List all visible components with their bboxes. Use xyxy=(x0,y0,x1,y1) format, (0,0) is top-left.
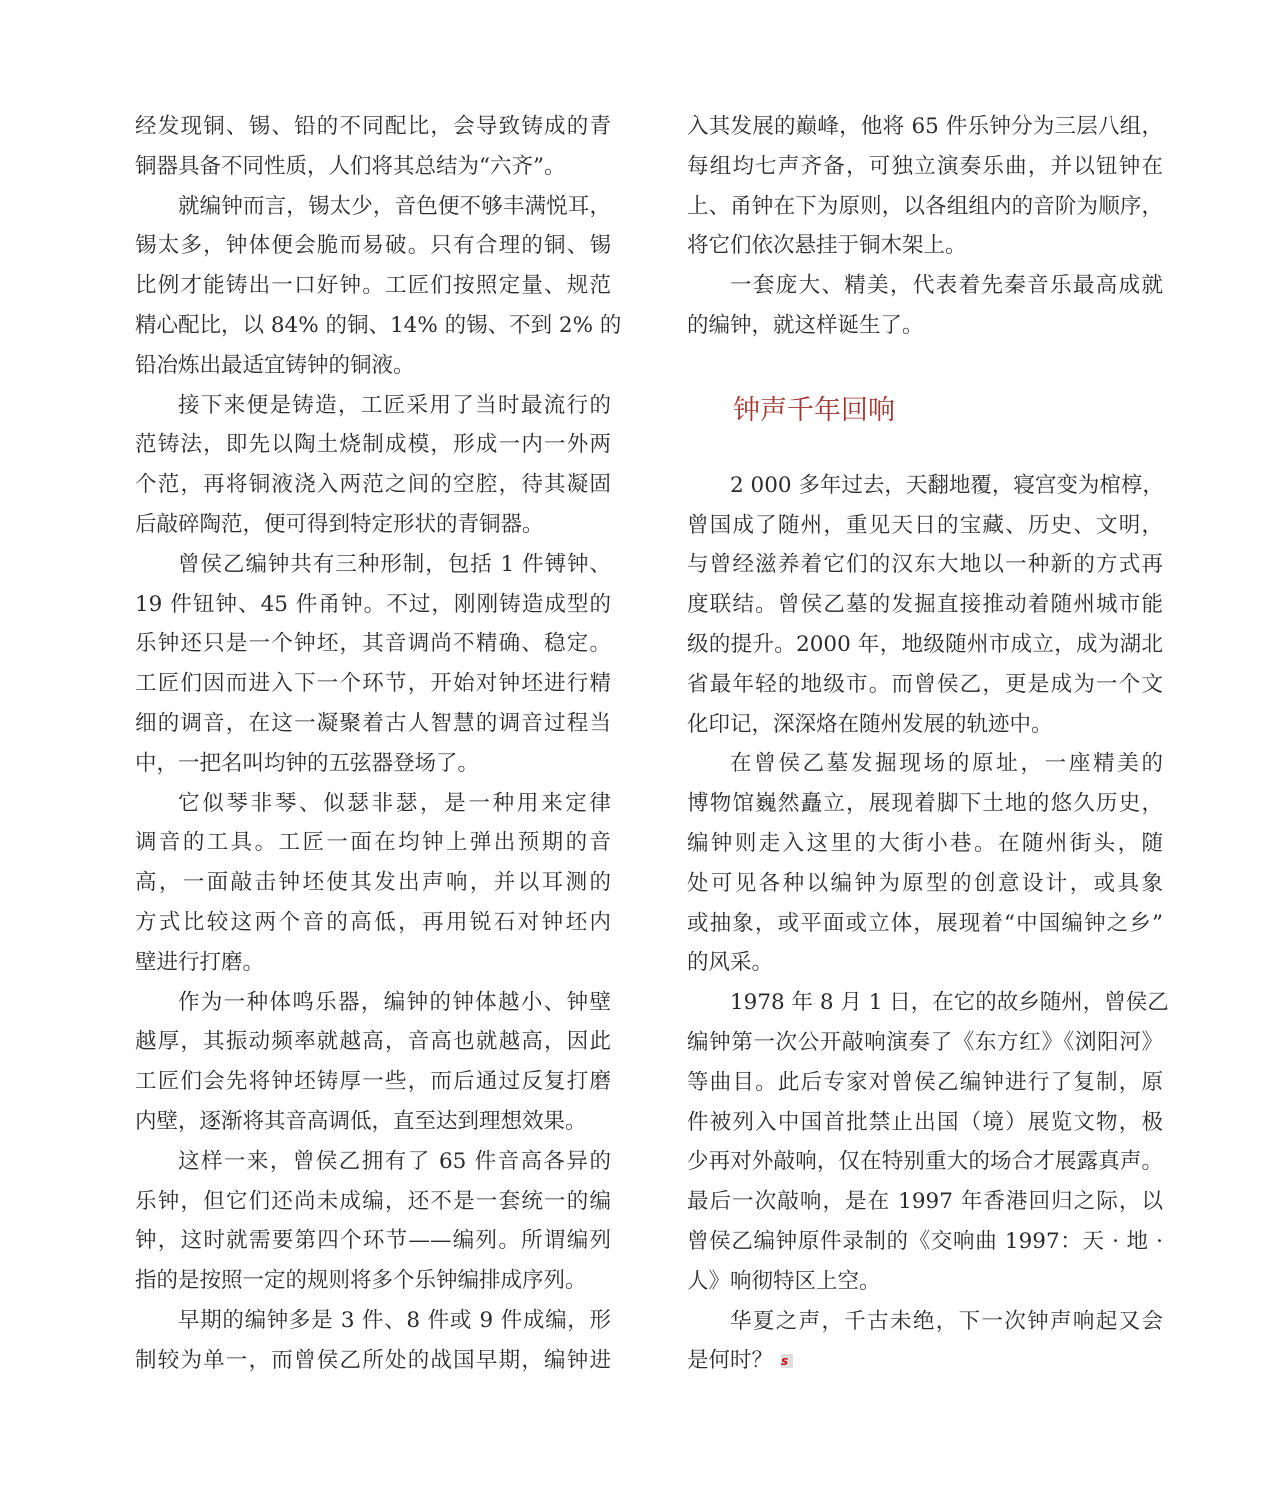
text-line: 早期的编钟多是 3 件、8 件或 9 件成编，形 xyxy=(178,1307,611,1333)
text-line: 接下来便是铸造，工匠采用了当时最流行的 xyxy=(178,392,611,418)
text-line: 工匠们会先将钟坯铸厚一些，而后通过反复打磨 xyxy=(135,1069,611,1095)
text-line-content: 是何时？ xyxy=(687,1348,774,1374)
text-line: 高，一面敲击钟坯使其发出声响，并以耳测的 xyxy=(135,870,611,896)
text-line: 的编钟，就这样诞生了。 xyxy=(687,312,924,338)
paragraph xyxy=(687,107,1163,266)
text-line: 等曲目。此后专家对曾侯乙编钟进行了复制，原 xyxy=(687,1069,1163,1095)
text-line: 或抽象，或平面或立体，展现着“中国编钟之乡” xyxy=(687,910,1163,936)
text-line: 与曾经滋养着它们的汉东大地以一种新的方式再 xyxy=(687,552,1163,578)
text-line: 方式比较这两个音的高低，再用锐石对钟坯内 xyxy=(135,909,611,935)
left-column xyxy=(135,107,622,1381)
text-line: 度联结。曾侯乙墓的发掘直接推动着随州城市能 xyxy=(687,592,1163,618)
text-line: 2 000 多年过去，天翻地覆，寝宫变为棺椁， xyxy=(730,472,1164,498)
text-line: 指的是按照一定的规则将多个乐钟编排成序列。 xyxy=(135,1268,587,1294)
paragraph xyxy=(135,107,611,187)
text-line: 就编钟而言，锡太少，音色便不够丰满悦耳， xyxy=(178,193,611,219)
text-line: 铅冶炼出最适宜铸钟的铜液。 xyxy=(135,352,415,378)
text-line: 省最年轻的地级市。而曾侯乙，更是成为一个文 xyxy=(687,671,1163,697)
text-line: 铜器具备不同性质，人们将其总结为“六齐”。 xyxy=(135,153,566,179)
paragraph xyxy=(135,1301,611,1381)
text-line: 钟，这时就需要第四个环节——编列。所谓编列 xyxy=(135,1228,611,1254)
paragraph xyxy=(135,1142,611,1301)
text-line: 比例才能铸出一口好钟。工匠们按照定量、规范 xyxy=(135,273,611,299)
text-line: 级的提升。2000 年，地级随州市成立，成为湖北 xyxy=(687,631,1163,657)
end-mark-icon: s xyxy=(781,1354,793,1368)
text-line: 作为一种体鸣乐器，编钟的钟体越小、钟壁 xyxy=(178,989,611,1015)
text-line: 锡太多，钟体便会脆而易破。只有合理的铜、锡 xyxy=(135,233,611,259)
paragraph xyxy=(135,386,611,545)
text-line: 的风采。 xyxy=(687,950,774,976)
paragraph xyxy=(687,1302,1163,1382)
right-paragraphs-after xyxy=(687,466,1169,1381)
paragraph xyxy=(687,744,1163,983)
paragraph xyxy=(135,545,611,784)
section-heading: 钟声千年回响 xyxy=(733,394,895,426)
text-line: 上、甬钟在下为原则，以各组组内的音阶为顺序， xyxy=(687,193,1163,219)
text-line: 华夏之声，千古未绝，下一次钟声响起又会 xyxy=(730,1308,1163,1334)
text-line: 乐钟，但它们还尚未成编，还不是一套统一的编 xyxy=(135,1188,611,1214)
text-line: 将它们依次悬挂于铜木架上。 xyxy=(687,233,967,259)
paragraph xyxy=(135,983,611,1142)
text-line: 精心配比，以 84% 的铜、14% 的锡、不到 2% 的 xyxy=(135,312,622,338)
text-line: 内壁，逐渐将其音高调低，直至达到理想效果。 xyxy=(135,1108,587,1134)
text-line: 制较为单一，而曾侯乙所处的战国早期，编钟进 xyxy=(135,1347,611,1373)
text-line: 人》响彻特区上空。 xyxy=(687,1268,881,1294)
text-line: 曾国成了随州，重见天日的宝藏、历史、文明， xyxy=(687,512,1163,538)
right-paragraphs-before xyxy=(687,107,1163,346)
text-line: 入其发展的巅峰，他将 65 件乐钟分为三层八组， xyxy=(687,114,1163,139)
text-line: 最后一次敲响，是在 1997 年香港回归之际，以 xyxy=(687,1189,1163,1215)
paragraph xyxy=(135,187,622,386)
paragraph xyxy=(135,784,611,983)
right-column xyxy=(687,107,1169,1381)
text-line: 越厚，其振动频率就越高，音高也就越高，因此 xyxy=(135,1029,611,1055)
text-line: 调音的工具。工匠一面在均钟上弹出预期的音 xyxy=(135,830,611,856)
text-line: 这样一来，曾侯乙拥有了 65 件音高各异的 xyxy=(178,1148,611,1174)
text-line: 乐钟还只是一个钟坯，其音调尚不精确、稳定。 xyxy=(135,631,611,657)
text-line: 博物馆巍然矗立，展现着脚下土地的悠久历史， xyxy=(687,791,1163,817)
paragraph xyxy=(687,466,1163,745)
text-line: 1978 年 8 月 1 日，在它的故乡随州，曾侯乙 xyxy=(730,990,1169,1016)
text-line: 中，一把名叫均钟的五弦器登场了。 xyxy=(135,750,480,776)
text-line: 曾侯乙编钟共有三种形制，包括 1 件镈钟、 xyxy=(178,551,611,577)
text-line: 少再对外敲响，仅在特别重大的场合才展露真声。 xyxy=(687,1149,1163,1175)
text-line: 个范，再将铜液浇入两范之间的空腔，待其凝固 xyxy=(135,472,611,498)
text-line: 处可见各种以编钟为原型的创意设计，或具象 xyxy=(687,870,1163,896)
text-line: 工匠们因而进入下一个环节，开始对钟坯进行精 xyxy=(135,671,611,697)
text-line xyxy=(687,1341,1163,1381)
text-line: 经发现铜、锡、铅的不同配比，会导致铸成的青 xyxy=(135,114,611,139)
text-line: 编钟第一次公开敲响演奏了《东方红》《浏阳河》 xyxy=(687,1029,1163,1055)
text-line: 曾侯乙编钟原件录制的《交响曲 1997：天 · 地 · xyxy=(687,1228,1163,1254)
text-line: 19 件钮钟、45 件甬钟。不过，刚刚铸造成型的 xyxy=(135,591,611,617)
text-line: 件被列入中国首批禁止出国（境）展览文物，极 xyxy=(687,1109,1163,1135)
text-line: 细的调音，在这一凝聚着古人智慧的调音过程当 xyxy=(135,710,611,736)
text-line: 它似琴非琴、似瑟非瑟，是一种用来定律 xyxy=(178,790,611,816)
text-line: 一套庞大、精美，代表着先秦音乐最高成就 xyxy=(730,273,1163,299)
text-line: 化印记，深深烙在随州发展的轨迹中。 xyxy=(687,711,1053,737)
paragraph xyxy=(687,266,1163,346)
text-line: 壁进行打磨。 xyxy=(135,949,265,975)
text-line: 范铸法，即先以陶土烧制成模，形成一内一外两 xyxy=(135,432,611,458)
paragraph xyxy=(687,983,1169,1301)
text-line: 每组均七声齐备，可独立演奏乐曲，并以钮钟在 xyxy=(687,153,1163,179)
text-line: 在曾侯乙墓发掘现场的原址，一座精美的 xyxy=(730,751,1163,777)
text-line: 编钟则走入这里的大街小巷。在随州街头，随 xyxy=(687,830,1163,856)
text-line: 后敲碎陶范，便可得到特定形状的青铜器。 xyxy=(135,511,544,537)
